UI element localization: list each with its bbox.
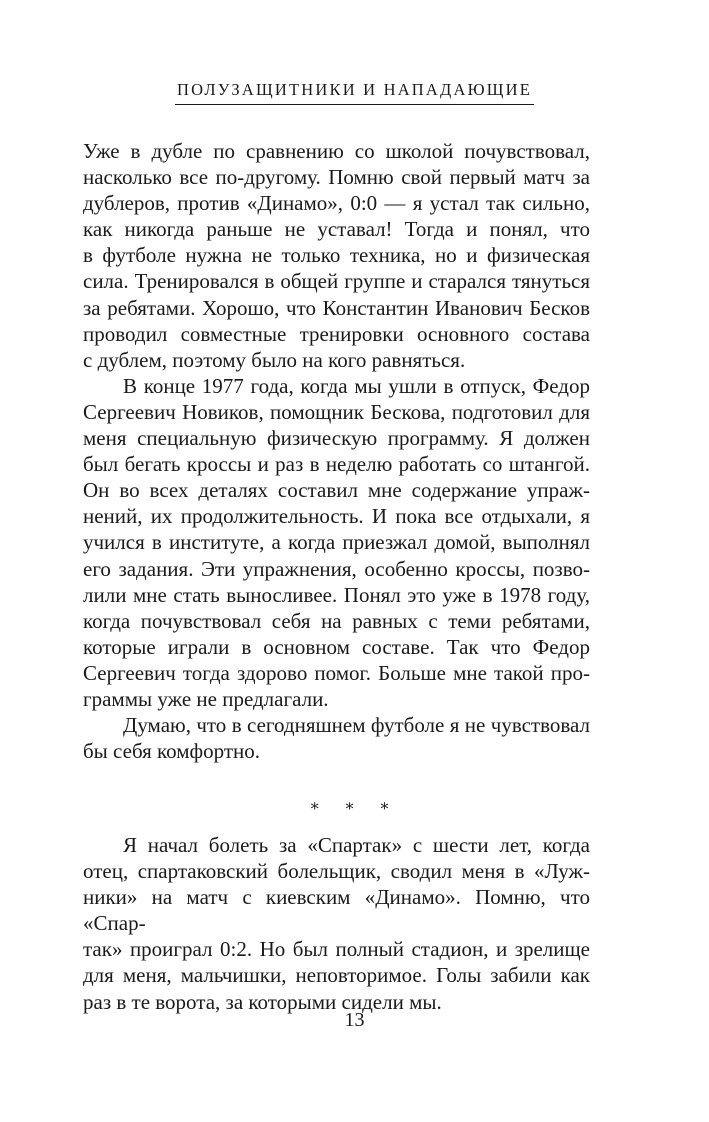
text-line: Он во всех деталях составил мне содержание упраж- <box>83 478 590 503</box>
section-2-text <box>83 832 590 1015</box>
text-line: за ребятами. Хорошо, что Константин Иванович Бесков <box>83 295 590 320</box>
text-line: так» проиграл 0:2. Но был полный стадион, и зрелище <box>83 937 590 962</box>
text-line: которые играли в основном составе. Так что Федор <box>83 634 590 659</box>
running-head-title: ПОЛУЗАЩИТНИКИ И НАПАДАЮЩИЕ <box>175 80 534 105</box>
text-line: для меня, мальчишки, неповторимое. Голы забили как <box>83 963 590 988</box>
text-line: нений, их продолжительность. И пока все отдыхали, я <box>83 504 590 529</box>
text-line: В конце 1977 года, когда мы ушли в отпуск, Федор <box>123 373 590 398</box>
text-line: сила. Тренировался в общей группе и старался тянуться <box>83 269 590 294</box>
text-line: его задания. Эти упражнения, особенно кроссы, позво- <box>83 556 590 581</box>
text-line: Уже в дубле по сравнению со школой почувствовал, <box>83 139 590 163</box>
text-line: проводил совместные тренировки основного состава <box>83 321 590 346</box>
text-line: насколько все по-другому. Помню свой первый матч за <box>83 165 590 190</box>
text-line: дублеров, против «Динамо», 0:0 — я устал так сильно, <box>83 191 590 216</box>
text-line: Думаю, что в сегодняшнем футболе я не чувствовал <box>123 713 590 738</box>
text-line: лили мне стать выносливее. Понял это уже в 1978 году, <box>83 582 590 607</box>
text-line: как никогда раньше не уставал! Тогда и понял, что <box>83 217 590 242</box>
text-line: Сергеевич Новиков, помощник Бескова, подготовил для <box>83 399 590 424</box>
text-line: Сергеевич тогда здорово помог. Больше мне такой про- <box>83 660 590 685</box>
paragraph-2 <box>83 373 590 712</box>
paragraph-4 <box>83 832 590 1015</box>
paragraph-1 <box>83 138 590 373</box>
text-line: отец, спартаковский болельщик, сводил меня в «Луж- <box>83 859 590 884</box>
text-line: учился в институте, а когда приезжал домой, выполнял <box>83 530 590 555</box>
section-break-asterism: ∗ ∗ ∗ <box>309 798 400 815</box>
text-line: в футболе нужна не только техника, но и физическая <box>83 243 590 268</box>
section-1-text <box>83 138 590 764</box>
text-line: раз в те ворота, за которыми сидели мы. <box>83 989 442 1014</box>
text-line: ники» на матч с киевским «Динамо». Помню, что «Спар- <box>83 885 590 936</box>
text-line: меня специальную физическую программу. Я должен <box>83 426 590 451</box>
running-head <box>0 80 709 105</box>
paragraph-3 <box>83 712 590 764</box>
text-line: был бегать кроссы и раз в неделю работать со штангой. <box>83 452 590 477</box>
text-line: с дублем, поэтому было на кого равняться. <box>83 347 466 372</box>
text-line: граммы уже не предлагали. <box>83 686 329 711</box>
text-line: Я начал болеть за «Спартак» с шести лет, когда <box>123 833 590 857</box>
text-line: когда почувствовал себя на равных с теми ребятами, <box>83 608 590 633</box>
page-number: 13 <box>344 1009 365 1031</box>
text-line: бы себя комфортно. <box>83 739 261 764</box>
